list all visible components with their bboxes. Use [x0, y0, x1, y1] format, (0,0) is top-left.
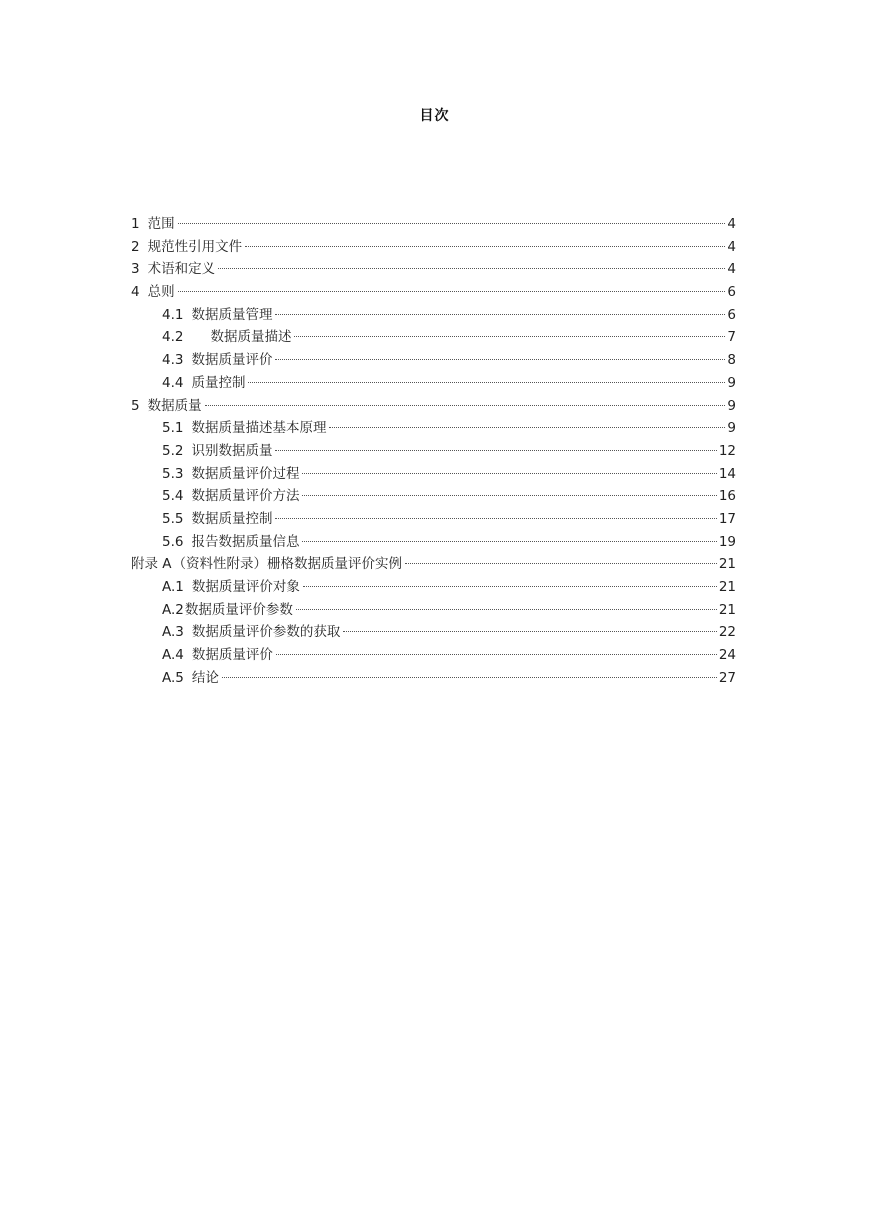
dot-leader [405, 563, 717, 564]
toc-title: 目次 [419, 108, 450, 124]
toc-entry-text: 识别数据质量 [191, 442, 273, 459]
toc-page-number: 24 [718, 647, 736, 664]
toc-entry-5-6[interactable] [131, 531, 736, 554]
toc-page-number: 21 [718, 579, 736, 595]
toc-entry-4-4[interactable] [131, 372, 736, 395]
toc-page-number: 27 [718, 669, 736, 686]
toc-entry-5-1[interactable] [131, 417, 736, 440]
toc-page-number: 6 [727, 284, 736, 301]
toc-entry-a-5[interactable] [131, 667, 736, 690]
dot-leader [245, 246, 725, 247]
toc-entry-number: 4.1 [162, 306, 184, 323]
dot-leader [248, 382, 725, 383]
toc-entry-number: A.2 [162, 601, 184, 618]
toc-entry-text: 数据质量评价过程 [191, 465, 300, 482]
toc-entry-5[interactable] [131, 395, 736, 418]
toc-entry-text: 数据质量评价对象 [191, 579, 300, 595]
toc-page-number: 9 [727, 397, 736, 414]
toc-entry-text: 数据质量描述 [210, 329, 292, 346]
toc-entry-a-3[interactable] [131, 621, 736, 644]
toc-entry-text: 数据质量评价方法 [191, 488, 300, 505]
toc-entry-text: 数据质量管理 [191, 306, 273, 323]
dot-leader [222, 677, 717, 678]
toc-entry-appendix-a[interactable] [131, 553, 736, 576]
toc-entry-number: 3 [131, 261, 140, 278]
toc-entry-5-5[interactable] [131, 508, 736, 531]
dot-leader [275, 314, 725, 315]
dot-leader [303, 586, 717, 587]
dot-leader [205, 405, 726, 406]
toc-entry-text: 总则 [147, 284, 175, 301]
toc-page-number: 21 [718, 556, 736, 573]
dot-leader [276, 654, 717, 655]
toc-entry-number: 5.1 [162, 420, 184, 437]
toc-entry-number: 5.5 [162, 510, 184, 527]
toc-entry-a-4[interactable] [131, 644, 736, 667]
toc-entry-text: 数据质量评价参数 [184, 601, 293, 618]
toc-page-number: 4 [727, 216, 736, 232]
toc-page-number: 19 [718, 533, 736, 550]
toc-entry-text: 术语和定义 [147, 261, 216, 278]
dot-leader [302, 495, 716, 496]
dot-leader [275, 518, 716, 519]
toc-entry-5-4[interactable] [131, 485, 736, 508]
toc-entry-text: 数据质量评价 [191, 647, 273, 664]
toc-entry-text: 报告数据质量信息 [191, 533, 300, 550]
toc-page-number: 16 [718, 488, 736, 505]
toc-page-number: 6 [727, 306, 736, 323]
dot-leader [329, 427, 725, 428]
toc-entry-1[interactable] [131, 213, 736, 236]
dot-leader [296, 609, 717, 610]
dot-leader [178, 223, 726, 224]
toc-entry-number: 4.3 [162, 352, 184, 369]
toc-entry-text: 规范性引用文件 [147, 238, 243, 255]
toc-entry-number: A.5 [162, 669, 184, 686]
toc-entry-number: 5.3 [162, 465, 184, 482]
table-of-contents [131, 213, 736, 689]
toc-entry-4-1[interactable] [131, 304, 736, 327]
dot-leader [275, 359, 725, 360]
dot-leader [178, 291, 726, 292]
dot-leader [218, 268, 725, 269]
toc-entry-text: 数据质量 [147, 397, 202, 414]
toc-entry-text: 数据质量评价参数的获取 [191, 624, 341, 641]
toc-page-number: 21 [718, 601, 736, 618]
toc-page-number: 22 [718, 624, 736, 641]
toc-page-number: 17 [718, 510, 736, 527]
toc-page-number: 14 [718, 465, 736, 482]
toc-entry-number: 1 [131, 216, 140, 232]
dot-leader [343, 631, 716, 632]
toc-entry-text: （资料性附录）栅格数据质量评价实例 [172, 556, 403, 573]
toc-entry-number: 5.4 [162, 488, 184, 505]
toc-entry-number: 4 [131, 284, 140, 301]
toc-page-number: 4 [727, 261, 736, 278]
toc-entry-number: 2 [131, 238, 140, 255]
toc-entry-number: A.3 [162, 624, 184, 641]
toc-entry-text: 结论 [191, 669, 219, 686]
toc-page-number: 4 [727, 238, 736, 255]
toc-page-number: 9 [727, 374, 736, 391]
toc-entry-text: 质量控制 [191, 374, 246, 391]
toc-entry-number: 5.2 [162, 442, 184, 459]
dot-leader [302, 473, 716, 474]
toc-entry-5-3[interactable] [131, 463, 736, 486]
toc-entry-number: 附录 A [131, 556, 172, 573]
toc-entry-text: 范围 [147, 216, 175, 232]
toc-entry-number: 4.2 [162, 329, 184, 346]
toc-entry-5-2[interactable] [131, 440, 736, 463]
toc-entry-a-2[interactable] [131, 599, 736, 622]
toc-entry-text: 数据质量评价 [191, 352, 273, 369]
toc-page-number: 12 [718, 442, 736, 459]
toc-entry-text: 数据质量描述基本原理 [191, 420, 327, 437]
toc-entry-text: 数据质量控制 [191, 510, 273, 527]
toc-entry-4-2[interactable] [131, 326, 736, 349]
toc-page-number: 8 [727, 352, 736, 369]
toc-page-number: 7 [727, 329, 736, 346]
dot-leader [294, 336, 725, 337]
toc-entry-number: 5.6 [162, 533, 184, 550]
toc-page-number: 9 [727, 420, 736, 437]
toc-entry-2[interactable] [131, 236, 736, 259]
toc-entry-3[interactable] [131, 258, 736, 281]
toc-entry-number: 5 [131, 397, 140, 414]
toc-entry-4[interactable] [131, 281, 736, 304]
toc-entry-number: 4.4 [162, 374, 184, 391]
toc-entry-a-1[interactable] [131, 576, 736, 599]
toc-entry-4-3[interactable] [131, 349, 736, 372]
dot-leader [302, 541, 716, 542]
toc-entry-number: A.1 [162, 579, 184, 595]
dot-leader [275, 450, 716, 451]
toc-entry-number: A.4 [162, 647, 184, 664]
